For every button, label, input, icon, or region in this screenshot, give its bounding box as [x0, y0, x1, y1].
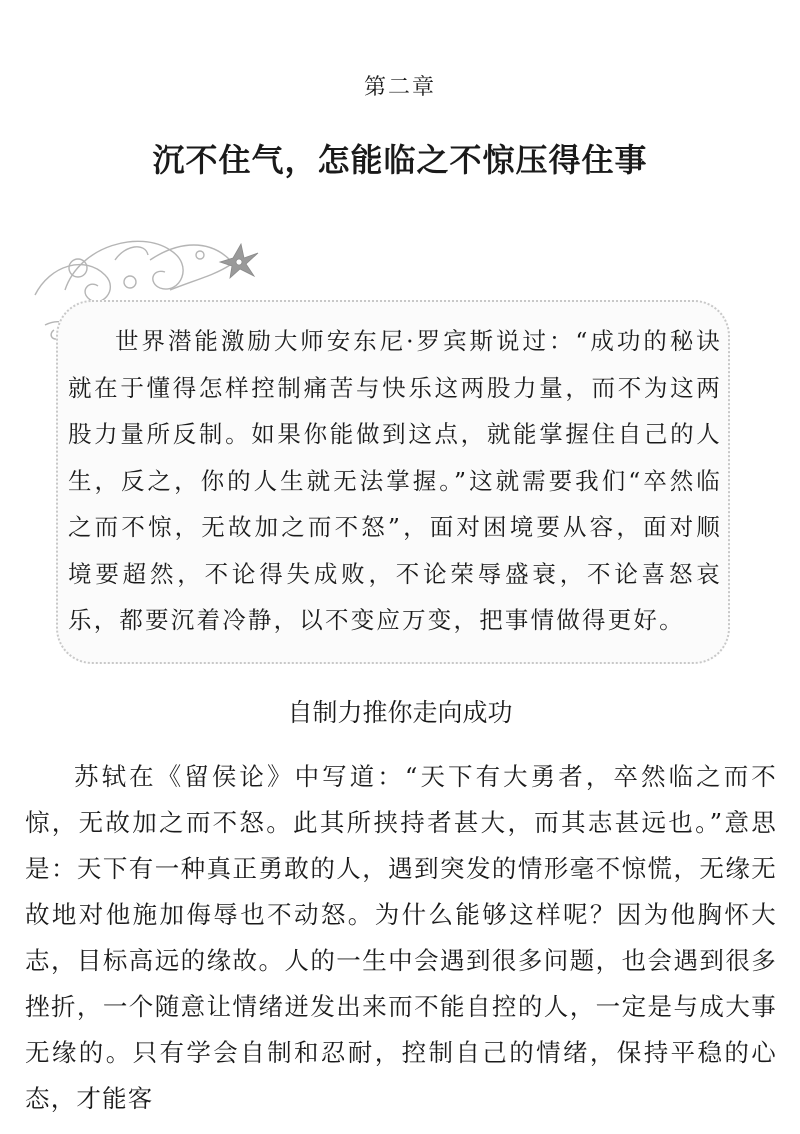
chapter-quote: 世界潜能激励大师安东尼·罗宾斯说过：“成功的秘诀就在于懂得怎样控制痛苦与快乐这两股力量，而不为这两股力量所反制。如果你能做到这点，就能掌握住自己的人生，反之，你的人生就无法掌握。”这就需要我们“卒然临之而不惊，无故加之而不怒”，面对困境要从容，面对顺境要超然，不论得失成败，不论荣辱盛衰，不论喜怒哀乐，都要沉着冷静，以不变应万变，把事情做得更好。: [68, 327, 722, 634]
body-paragraph: 苏轼在《留侯论》中写道：“天下有大勇者，卒然临之而不惊，无故加之而不怒。此其所挟持者甚大，而其志甚远也。”意思是：天下有一种真正勇敢的人，遇到突发的情形毫不惊慌，无缘无故地对他施加侮辱也不动怒。为什么能够这样呢？因为他胸怀大志，目标高远的缘故。人的一生中会遇到很多问题，也会遇到很多挫折，一个随意让情绪迸发出来而不能自控的人，一定是与成大事无缘的。只有学会自制和忍耐，控制自己的情绪，保持平稳的心态，才能客: [25, 762, 777, 1113]
chapter-label: 第二章: [363, 75, 436, 100]
section-heading: 自制力推你走向成功: [287, 698, 513, 727]
chapter-title: 沉不住气，怎能临之不惊压得住事: [152, 141, 648, 179]
